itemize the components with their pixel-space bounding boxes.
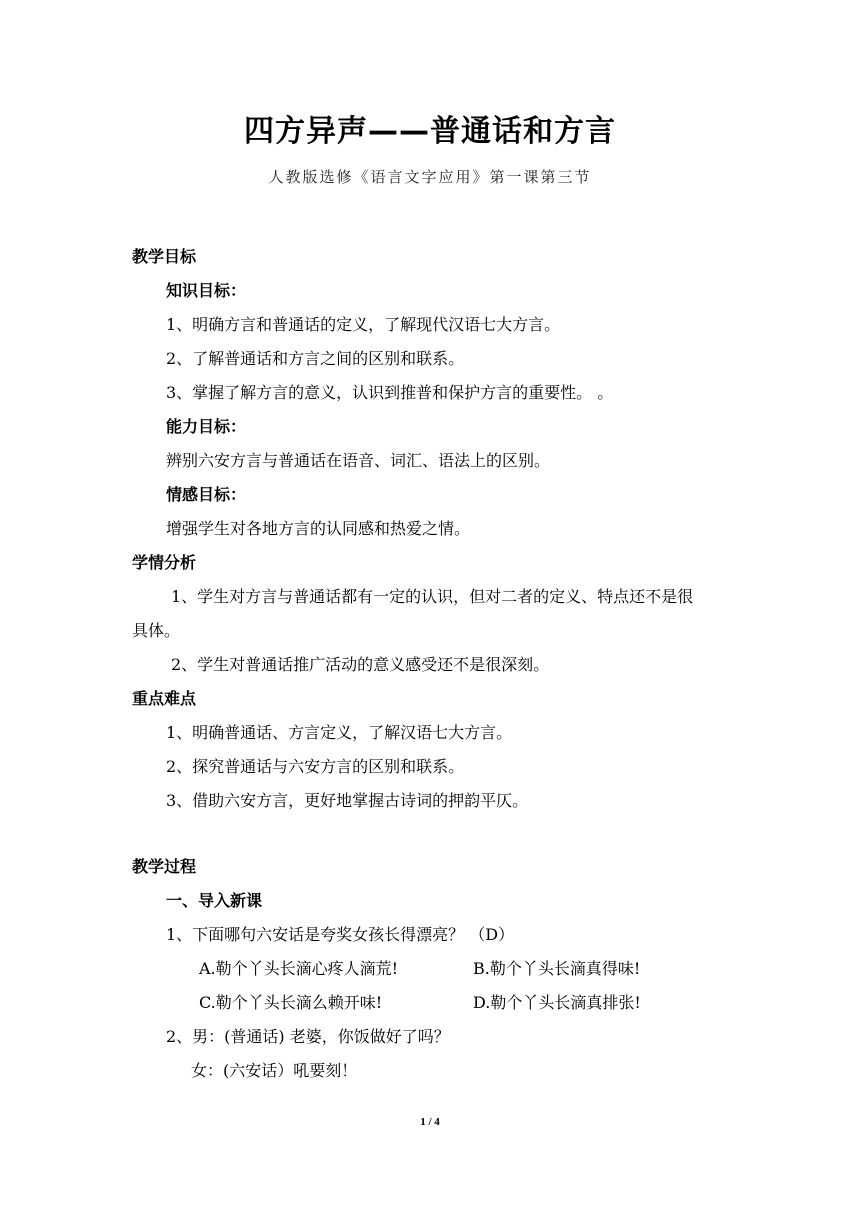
analysis-heading: 学情分析 [132,553,197,572]
key-point-item: 3、借助六安方言，更好地掌握古诗词的押韵平仄。 [166,791,529,810]
knowledge-objective-item: 3、掌握了解方言的意义，认识到推普和保护方言的重要性。 。 [166,383,614,402]
question-2: 2、男：(普通话) 老婆，你饭做好了吗？ [166,1027,450,1046]
analysis-item: 2、学生对普通话推广活动的意义感受还不是很深刻。 [171,655,550,674]
question-2-reply: 女：(六安话）吼要刻！ [191,1061,358,1080]
option-d: D.勒个丫头长滴真排张! [473,993,641,1012]
page-number: 1 / 4 [420,1116,440,1128]
objectives-heading: 教学目标 [132,247,197,266]
knowledge-objective-item: 1、明确方言和普通话的定义，了解现代汉语七大方言。 [166,315,561,334]
process-heading: 教学过程 [132,857,197,876]
analysis-item-continuation: 具体。 [132,621,181,640]
option-c: C.勒个丫头长滴么赖开味! [199,993,383,1012]
knowledge-objectives-heading: 知识目标： [166,281,247,300]
key-point-item: 1、明确普通话、方言定义，了解汉语七大方言。 [166,723,513,742]
document-title: 四方异声——普通话和方言 [244,114,616,149]
emotion-objectives-heading: 情感目标： [166,485,247,504]
knowledge-objective-item: 2、了解普通话和方言之间的区别和联系。 [166,349,465,368]
option-a: A.勒个丫头长滴心疼人滴荒! [199,959,399,978]
ability-objectives-heading: 能力目标： [166,417,247,436]
key-point-item: 2、探究普通话与六安方言的区别和联系。 [166,757,465,776]
ability-objective-text: 辨别六安方言与普通话在语音、词汇、语法上的区别。 [166,451,551,470]
section-heading: 一、导入新课 [166,891,263,910]
emotion-objective-text: 增强学生对各地方言的认同感和热爱之情。 [166,519,471,538]
question-1: 1、下面哪句六安话是夸奖女孩长得漂亮？ （D） [166,925,515,944]
key-points-heading: 重点难点 [132,689,197,708]
option-b: B.勒个丫头长滴真得味! [473,959,641,978]
analysis-item: 1、学生对方言与普通话都有一定的认识，但对二者的定义、特点还不是很 [171,587,694,606]
document-subtitle: 人教版选修《语言文字应用》第一课第三节 [268,168,592,186]
